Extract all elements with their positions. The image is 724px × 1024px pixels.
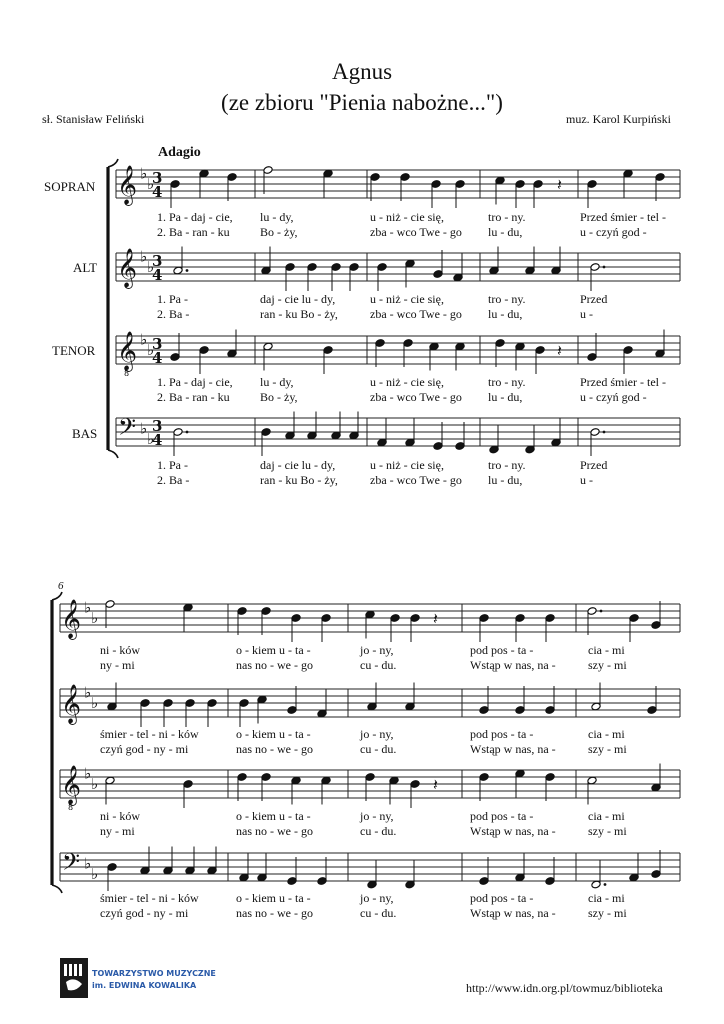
lyrics2-alt-verse1: cia - mi (588, 727, 625, 741)
lyrics-sopran-verse1: lu - dy, (260, 210, 294, 224)
lyrics2-sopran-verse2: Wstąp w nas, na - (470, 658, 556, 672)
lyrics-tenor-verse1: Przed śmier - tel - (580, 375, 666, 389)
poet-credit: sł. Stanisław Feliński (42, 112, 145, 126)
lyrics2-alt-verse1: śmier - tel - ni - ków (100, 727, 199, 741)
quarter-rest: 𝄽 (433, 775, 438, 794)
composer-credit: muz. Karol Kurpiński (566, 112, 671, 126)
lyrics2-sopran-verse2: szy - mi (588, 658, 627, 672)
lyrics-sopran-verse1: tro - ny. (488, 210, 526, 224)
lyrics-sopran-verse2: 2. Ba - ran - ku (157, 225, 230, 239)
lyrics-alt-verse2: lu - du, (488, 307, 523, 321)
lyrics-bas-verse2: zba - wco Twe - go (370, 473, 462, 487)
flat-icon: ♭ (91, 775, 99, 793)
treble-clef-icon: 𝄞 (61, 765, 82, 805)
treble-clef-icon: 𝄞 (117, 165, 138, 205)
lyrics2-tenor-verse2: szy - mi (588, 824, 627, 838)
bracket-hook (108, 450, 118, 458)
treble-clef-icon: 𝄞 (117, 248, 138, 288)
lyrics2-sopran-verse1: pod pos - ta - (470, 643, 534, 657)
lyrics2-bas-verse2: nas no - we - go (236, 906, 313, 920)
lyrics2-bas-verse2: szy - mi (588, 906, 627, 920)
flat-icon: ♭ (147, 258, 155, 276)
lyrics2-tenor-verse1: ni - ków (100, 809, 140, 823)
lyrics-tenor-verse1: lu - dy, (260, 375, 294, 389)
time-signature-top: 3 (152, 169, 163, 187)
lyrics-tenor-verse2: lu - du, (488, 390, 523, 404)
society-name: TOWARZYSTWO MUZYCZNE im. EDWINA KOWALIKA (92, 969, 216, 990)
lyrics2-bas-verse1: cia - mi (588, 891, 625, 905)
lyrics-alt-verse1: Przed (580, 292, 608, 306)
lyrics-alt-verse1: u - niż - cie się, (370, 292, 444, 306)
augmentation-dot (186, 269, 189, 272)
lyrics-tenor-verse2: zba - wco Twe - go (370, 390, 462, 404)
lyrics-tenor-verse2: Bo - ży, (260, 390, 298, 404)
lyrics-sopran-verse1: 1. Pa - daj - cie, (157, 210, 233, 224)
measure-number: 6 (58, 580, 64, 592)
lyrics2-bas-verse1: śmier - tel - ni - ków (100, 891, 199, 905)
lyrics-tenor-verse1: 1. Pa - daj - cie, (157, 375, 233, 389)
page-title: Agnus (331, 59, 393, 84)
octave-mark: 8 (68, 803, 74, 812)
time-signature-bottom: 4 (152, 266, 163, 284)
lyrics-bas-verse1: Przed (580, 458, 608, 472)
lyrics2-bas-verse2: czyń god - ny - mi (100, 906, 189, 920)
flat-icon: ♭ (140, 419, 148, 438)
lyrics-bas-verse1: 1. Pa - (157, 458, 188, 472)
bass-clef-icon: 𝄢 (118, 413, 137, 446)
lyrics2-bas-verse2: Wstąp w nas, na - (470, 906, 556, 920)
lyrics2-tenor-verse2: nas no - we - go (236, 824, 313, 838)
augmentation-dot (603, 266, 606, 269)
lyrics-tenor-verse2: 2. Ba - ran - ku (157, 390, 230, 404)
flat-icon: ♭ (84, 683, 92, 702)
flat-icon: ♭ (84, 598, 92, 617)
lyrics2-alt-verse1: o - kiem u - ta - (236, 727, 311, 741)
augmentation-dot (186, 431, 189, 434)
lyrics-bas-verse2: lu - du, (488, 473, 523, 487)
treble-clef-icon: 𝄞 (117, 331, 138, 371)
library-url: http://www.idn.org.pl/towmuz/biblioteka (466, 981, 663, 995)
flat-icon: ♭ (84, 764, 92, 783)
flat-icon: ♭ (147, 430, 155, 448)
lyrics2-bas-verse1: pod pos - ta - (470, 891, 534, 905)
lyrics-bas-verse2: ran - ku Bo - ży, (260, 473, 338, 487)
lyrics2-alt-verse1: pod pos - ta - (470, 727, 534, 741)
treble-clef-icon: 𝄞 (61, 684, 82, 724)
lyrics2-sopran-verse1: jo - ny, (360, 643, 394, 657)
lyrics-sopran-verse1: Przed śmier - tel - (580, 210, 666, 224)
lyrics-sopran-verse2: u - czyń god - (580, 225, 647, 239)
lyrics-alt-verse1: tro - ny. (488, 292, 526, 306)
bass-clef-icon: 𝄢 (62, 848, 81, 881)
time-signature-bottom: 4 (152, 349, 163, 367)
lyrics-bas-verse1: tro - ny. (488, 458, 526, 472)
flat-icon: ♭ (140, 247, 148, 266)
lyrics-alt-verse1: daj - cie lu - dy, (260, 292, 336, 306)
lyrics2-alt-verse2: szy - mi (588, 742, 627, 756)
lyrics2-sopran-verse1: cia - mi (588, 643, 625, 657)
lyrics-alt-verse2: zba - wco Twe - go (370, 307, 462, 321)
lyrics2-bas-verse1: jo - ny, (360, 891, 394, 905)
lyrics2-tenor-verse1: pod pos - ta - (470, 809, 534, 823)
quarter-rest: 𝄽 (433, 609, 438, 628)
lyrics2-alt-verse2: Wstąp w nas, na - (470, 742, 556, 756)
time-signature-bottom: 4 (152, 431, 163, 449)
lyrics2-alt-verse1: jo - ny, (360, 727, 394, 741)
treble-clef-icon: 𝄞 (61, 599, 82, 639)
lyrics-alt-verse2: 2. Ba - (157, 307, 190, 321)
bracket-hook (52, 885, 62, 893)
quarter-rest: 𝄽 (557, 341, 562, 360)
lyrics-tenor-verse1: tro - ny. (488, 375, 526, 389)
lyrics2-tenor-verse1: cia - mi (588, 809, 625, 823)
flat-icon: ♭ (147, 341, 155, 359)
lyrics2-sopran-verse1: ni - ków (100, 643, 140, 657)
lyrics2-tenor-verse1: jo - ny, (360, 809, 394, 823)
lyrics-sopran-verse2: zba - wco Twe - go (370, 225, 462, 239)
flat-icon: ♭ (91, 865, 99, 883)
lyrics-sopran-verse2: lu - du, (488, 225, 523, 239)
lyrics2-sopran-verse2: ny - mi (100, 658, 135, 672)
lyrics-tenor-verse2: u - czyń god - (580, 390, 647, 404)
time-signature-top: 3 (152, 335, 163, 353)
lyrics2-sopran-verse1: o - kiem u - ta - (236, 643, 311, 657)
flat-icon: ♭ (140, 164, 148, 183)
lyrics2-alt-verse2: czyń god - ny - mi (100, 742, 189, 756)
lyrics-alt-verse2: ran - ku Bo - ży, (260, 307, 338, 321)
time-signature-top: 3 (152, 417, 163, 435)
lyrics-bas-verse1: u - niż - cie się, (370, 458, 444, 472)
voice-name-bas: BAS (72, 426, 98, 441)
flat-icon: ♭ (91, 694, 99, 712)
time-signature-bottom: 4 (152, 183, 163, 201)
lyrics2-bas-verse1: o - kiem u - ta - (236, 891, 311, 905)
octave-mark: 8 (124, 369, 130, 378)
lyrics-sopran-verse1: u - niż - cie się, (370, 210, 444, 224)
lyrics2-tenor-verse2: ny - mi (100, 824, 135, 838)
lyrics2-tenor-verse2: Wstąp w nas, na - (470, 824, 556, 838)
quarter-rest: 𝄽 (557, 175, 562, 194)
lyrics-alt-verse2: u - (580, 307, 593, 321)
lyrics-bas-verse2: 2. Ba - (157, 473, 190, 487)
augmentation-dot (604, 883, 607, 886)
voice-name-alt: ALT (73, 260, 98, 275)
society-logo-icon (60, 958, 88, 998)
flat-icon: ♭ (91, 609, 99, 627)
augmentation-dot (603, 431, 606, 434)
augmentation-dot (600, 610, 603, 613)
lyrics2-tenor-verse1: o - kiem u - ta - (236, 809, 311, 823)
flat-icon: ♭ (140, 330, 148, 349)
time-signature-top: 3 (152, 252, 163, 270)
lyrics-tenor-verse1: u - niż - cie się, (370, 375, 444, 389)
flat-icon: ♭ (84, 854, 92, 873)
lyrics2-tenor-verse2: cu - du. (360, 824, 397, 838)
lyrics2-alt-verse2: cu - du. (360, 742, 397, 756)
voice-name-sopran: SOPRAN (44, 179, 96, 194)
page-subtitle: (ze zbioru "Pienia nabożne...") (221, 90, 503, 115)
tempo-marking: Adagio (158, 145, 201, 160)
voice-name-tenor: TENOR (52, 343, 96, 358)
lyrics2-alt-verse2: nas no - we - go (236, 742, 313, 756)
lyrics-bas-verse1: daj - cie lu - dy, (260, 458, 336, 472)
lyrics-sopran-verse2: Bo - ży, (260, 225, 298, 239)
lyrics2-bas-verse2: cu - du. (360, 906, 397, 920)
flat-icon: ♭ (147, 175, 155, 193)
lyrics-bas-verse2: u - (580, 473, 593, 487)
lyrics2-sopran-verse2: cu - du. (360, 658, 397, 672)
lyrics2-sopran-verse2: nas no - we - go (236, 658, 313, 672)
lyrics-alt-verse1: 1. Pa - (157, 292, 188, 306)
